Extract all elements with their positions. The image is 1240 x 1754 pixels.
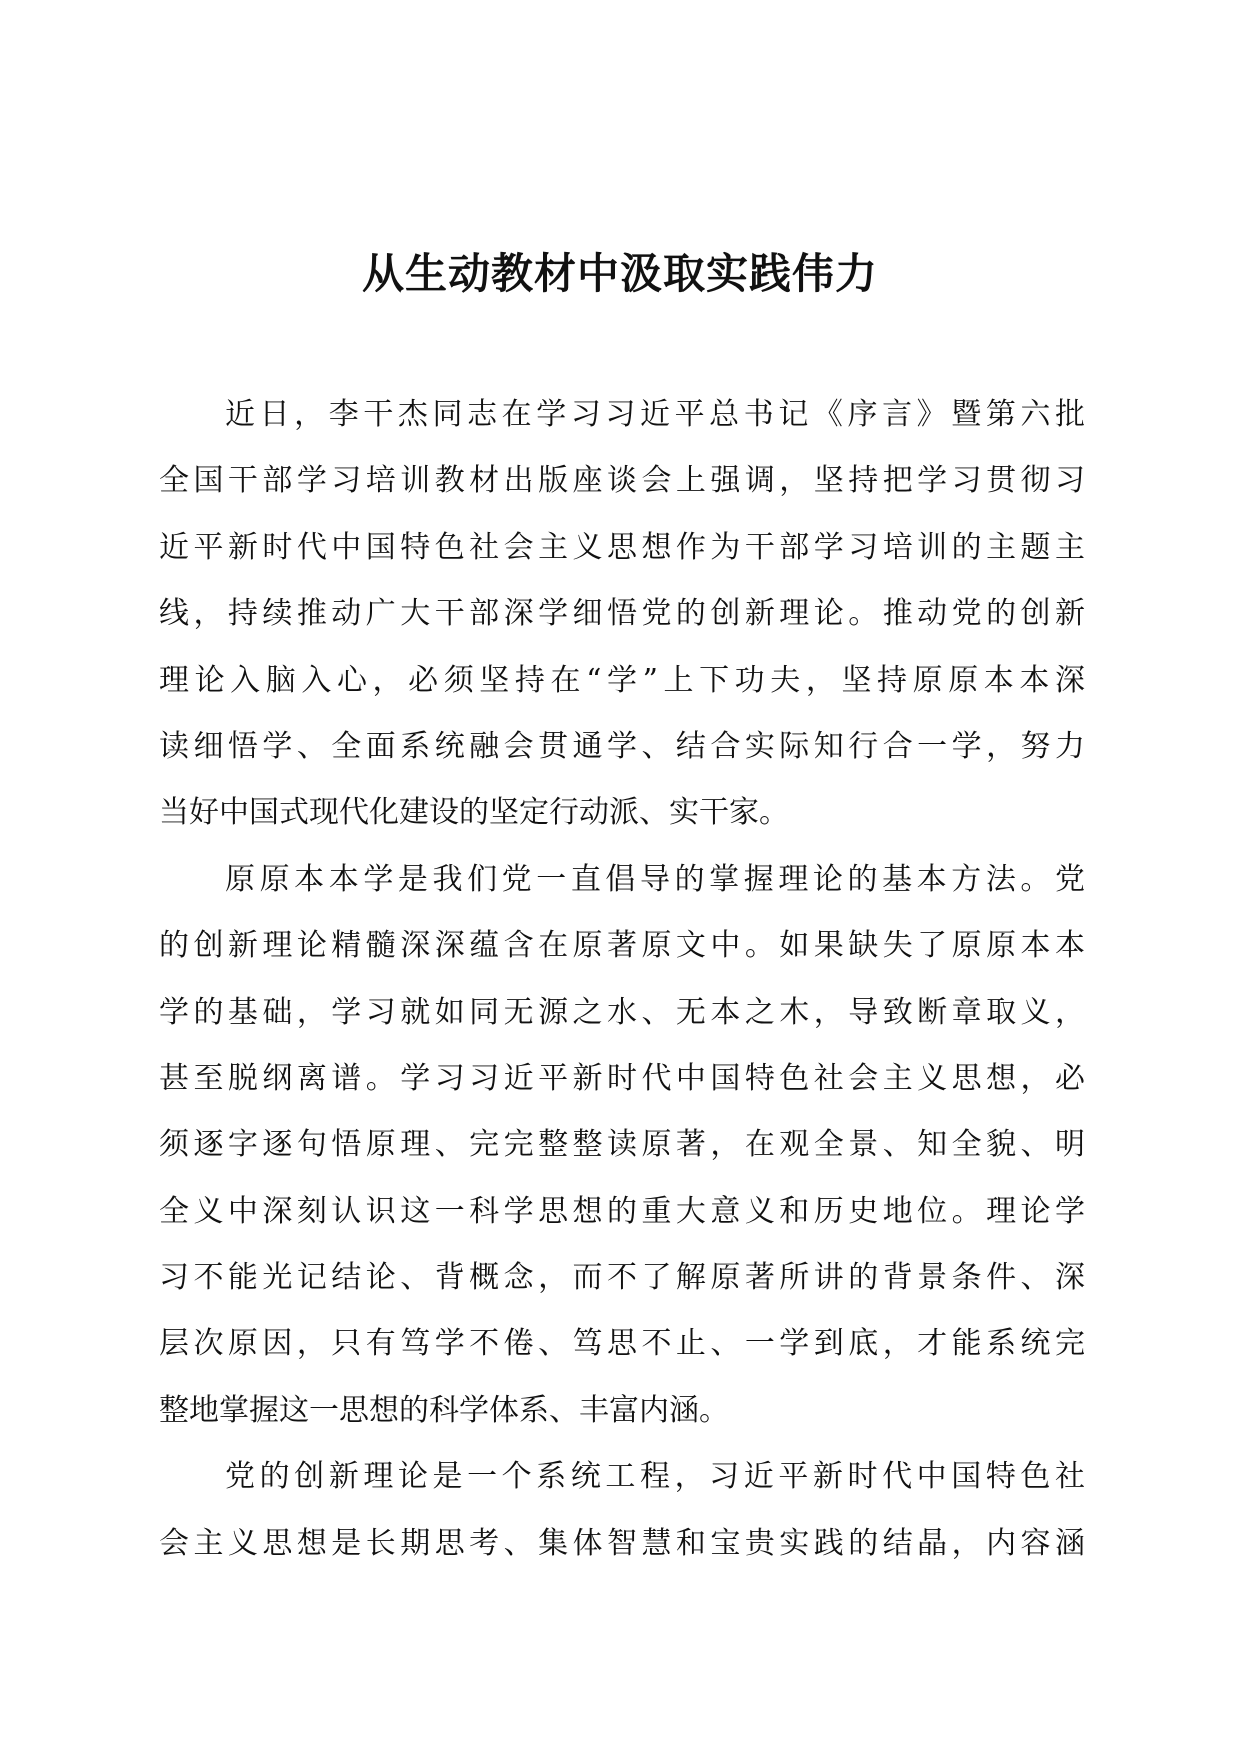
paragraph-1-line-4: 线，持续推动广大干部深学细悟党的创新理论。推动党的创新 [159, 596, 1085, 632]
paragraph-1-line-5: 理论入脑入心，必须坚持在“学”上下功夫，坚持原原本本深 [159, 662, 1085, 698]
paragraph-2-line-6: 全义中深刻认识这一科学思想的重大意义和历史地位。理论学 [159, 1193, 1085, 1229]
paragraph-1-line-3: 近平新时代中国特色社会主义思想作为干部学习培训的主题主 [159, 529, 1085, 565]
paragraph-1-line-7: 当好中国式现代化建设的坚定行动派、实干家。 [159, 795, 789, 831]
paragraph-1-line-6: 读细悟学、全面系统融会贯通学、结合实际知行合一学，努力 [159, 728, 1085, 764]
document-body [159, 382, 1085, 1577]
paragraph-3-line-1: 党的创新理论是一个系统工程，习近平新时代中国特色社 [225, 1459, 1085, 1495]
paragraph-2-line-8: 层次原因，只有笃学不倦、笃思不止、一学到底，才能系统完 [159, 1326, 1085, 1362]
paragraph-1-line-2: 全国干部学习培训教材出版座谈会上强调，坚持把学习贯彻习 [159, 463, 1085, 499]
document-title: 从生动教材中汲取实践伟力 [361, 249, 878, 298]
paragraph-2-line-1: 原原本本学是我们党一直倡导的掌握理论的基本方法。党 [225, 861, 1085, 897]
paragraph-2-line-5: 须逐字逐句悟原理、完完整整读原著，在观全景、知全貌、明 [159, 1127, 1085, 1163]
paragraph-2-line-2: 的创新理论精髓深深蕴含在原著原文中。如果缺失了原原本本 [159, 928, 1085, 964]
paragraph-3-line-2: 会主义思想是长期思考、集体智慧和宝贵实践的结晶，内容涵 [159, 1525, 1085, 1561]
paragraph-2-line-7: 习不能光记结论、背概念，而不了解原著所讲的背景条件、深 [159, 1260, 1085, 1296]
paragraph-1-line-1: 近日，李干杰同志在学习习近平总书记《序言》暨第六批 [225, 397, 1085, 432]
paragraph-2-line-4: 甚至脱纲离谱。学习习近平新时代中国特色社会主义思想，必 [159, 1060, 1085, 1096]
paragraph-2-line-9: 整地掌握这一思想的科学体系、丰富内涵。 [159, 1392, 729, 1428]
paragraph-2-line-3: 学的基础，学习就如同无源之水、无本之木，导致断章取义， [159, 994, 1085, 1030]
